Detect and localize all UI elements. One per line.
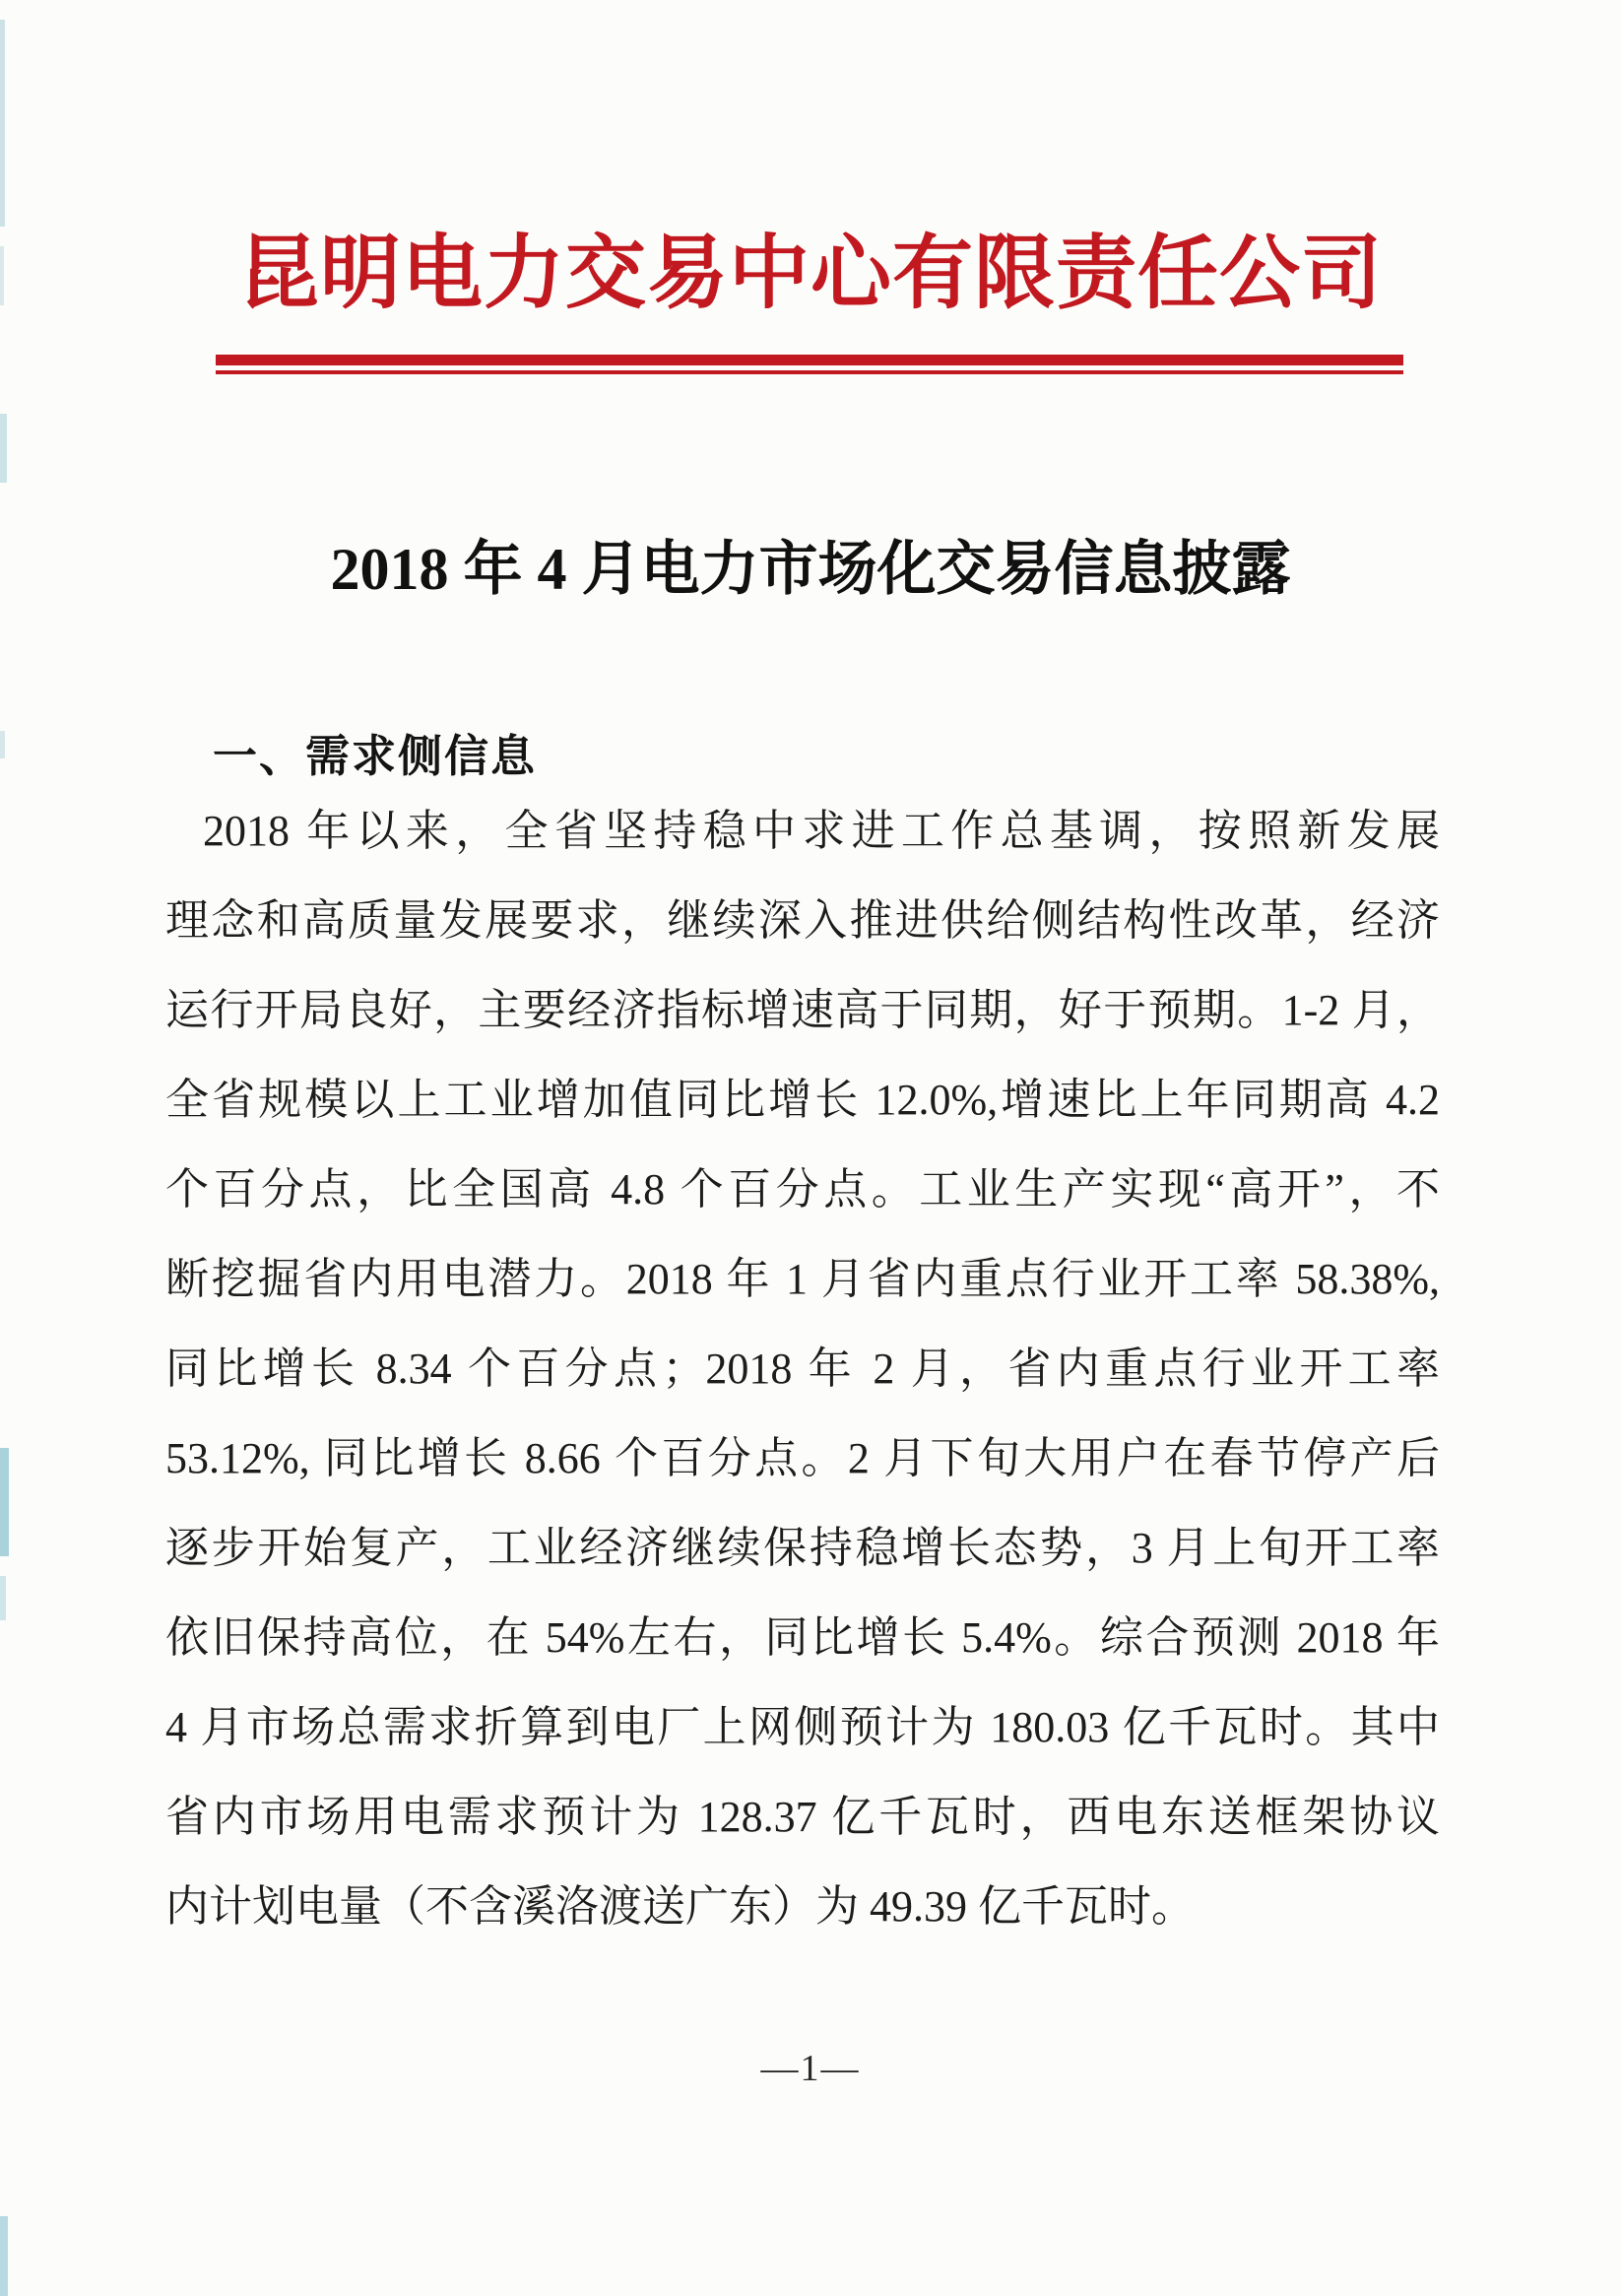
body-line: 4 月市场总需求折算到电厂上网侧预计为 180.03 亿千瓦时。其中 [165,1703,1440,1751]
document-title: 2018 年 4 月电力市场化交易信息披露 [330,537,1291,602]
body-line: 同比增长 8.34 个百分点；2018 年 2 月，省内重点行业开工率 [165,1345,1440,1393]
body-line: 53.12%, 同比增长 8.66 个百分点。2 月下旬大用户在春节停产后 [165,1434,1440,1482]
body-line: 省内市场用电需求预计为 128.37 亿千瓦时，西电东送框架协议 [165,1793,1440,1841]
scan-artifact [0,1576,6,1620]
body-line: 个百分点，比全国高 4.8 个百分点。工业生产实现“高开”，不 [165,1165,1440,1214]
scan-artifact [0,2216,8,2296]
organization-name-header: 昆明电力交易中心有限责任公司 [237,229,1383,318]
body-line: 断挖掘省内用电潜力。2018 年 1 月省内重点行业开工率 58.38%, [165,1255,1440,1303]
header-rule-thick [216,355,1403,365]
body-line: 内计划电量（不含溪洛渡送广东）为 49.39 亿千瓦时。 [165,1882,1195,1931]
body-line: 2018 年以来，全省坚持稳中求进工作总基调，按照新发展 [203,807,1440,855]
body-line: 理念和高质量发展要求，继续深入推进供给侧结构性改革，经济 [165,896,1440,945]
body-line: 运行开局良好，主要经济指标增速高于同期，好于预期。1-2 月， [165,986,1440,1034]
scan-artifact [0,414,7,483]
page-number: —1— [760,2048,861,2089]
scan-artifact [0,20,5,227]
body-line: 全省规模以上工业增加值同比增长 12.0%,增速比上年同期高 4.2 [165,1076,1440,1124]
scan-artifact [0,1448,9,1556]
header-rule-thin [216,370,1403,374]
scan-artifact [0,731,5,758]
body-line: 依旧保持高位，在 54%左右，同比增长 5.4%。综合预测 2018 年 [165,1613,1440,1662]
body-paragraph [165,786,1440,1951]
body-line: 逐步开始复产，工业经济继续保持稳增长态势，3 月上旬开工率 [165,1524,1440,1572]
section-heading-demand-side: 一、需求侧信息 [213,731,538,781]
